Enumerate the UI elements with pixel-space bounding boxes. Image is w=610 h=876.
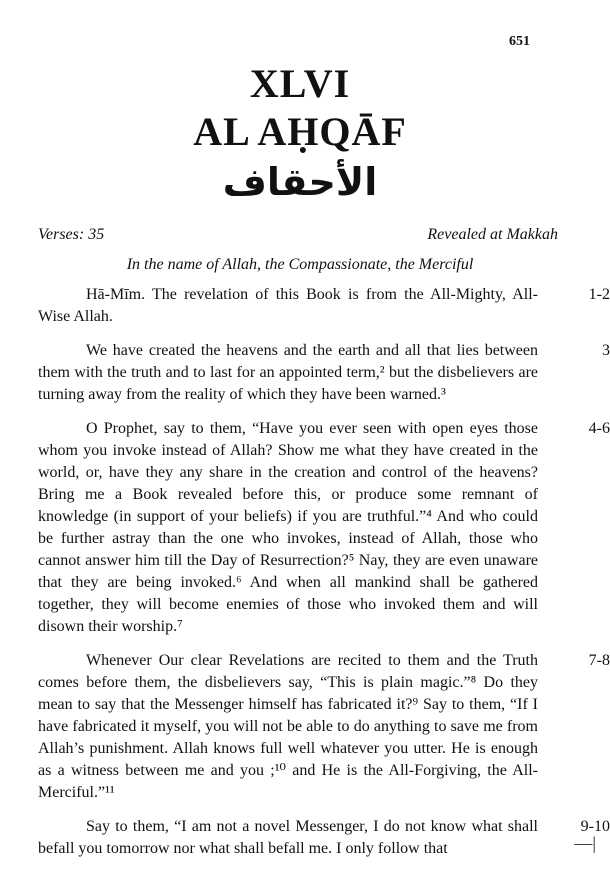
surah-arabic-title: الأحقاف <box>222 160 378 204</box>
invocation: In the name of Allah, the Compassionate, the Merciful <box>126 256 474 273</box>
verse-reference: 9-10 <box>580 818 610 835</box>
revelation-place: Revealed at Makkah <box>427 226 558 243</box>
page-number: 651 <box>509 34 530 49</box>
passage-text: O Prophet, say to them, “Have you ever seen with open eyes those whom you invoke instead of Allah? Show me what they have created in the world, or, have they any share in the creation and control of the heavens? Bring me a Book revealed before this, or produce some remnant of knowledge (in support of your beliefs) if you are truthful.”⁴ And who could be further astray than the one who invokes, instead of Allah, those who cannot answer him till the Day of Resurrection?⁵ Nay, they are even unaware that they are being invoked.⁶ And when all mankind shall be gathered together, they will become enemies of those who invoked them and will disown their worship.⁷ <box>38 420 538 635</box>
passage <box>38 340 610 406</box>
verse-reference: 4-6 <box>588 420 610 437</box>
surah-meta <box>38 226 558 244</box>
verse-reference: 7-8 <box>588 652 610 669</box>
passage <box>38 418 610 638</box>
surah-title: AL AḤQĀF <box>193 109 407 154</box>
passage <box>38 284 610 328</box>
passage-text: Whenever Our clear Revelations are recited to them and the Truth comes before them, the disbelievers say, “This is plain magic.”⁸ Do they mean to say that the Messenger himself has fabricated it?⁹ Say to them, “If I have fabricated it myself, you will not be able to do anything to save me from Allah’s punishment. Allah knows full well whatever you utter. He is enough as a witness between me and you ;¹⁰ and He is the All-Forgiving, the All-Merciful.”¹¹ <box>38 652 538 801</box>
passage-text: We have created the heavens and the earth and all that lies between them with the truth and to last for an appointed term,² but the disbelievers are turning away from the reality of which they have been warned.³ <box>38 342 538 403</box>
passage-list <box>38 284 610 872</box>
crop-mark: —| <box>574 833 596 853</box>
passage <box>38 816 610 860</box>
verse-count: Verses: 35 <box>38 226 105 243</box>
passage-text: Say to them, “I am not a novel Messenger, I do not know what shall befall you tomorrow nor what shall befall me. I only follow that <box>38 818 538 857</box>
surah-number: XLVI <box>249 61 351 106</box>
passage-text: Hā-Mīm. The revelation of this Book is from the All-Mighty, All-Wise Allah. <box>38 286 538 325</box>
passage <box>38 650 610 804</box>
verse-reference: 3 <box>602 342 610 359</box>
verse-reference: 1-2 <box>588 286 610 303</box>
